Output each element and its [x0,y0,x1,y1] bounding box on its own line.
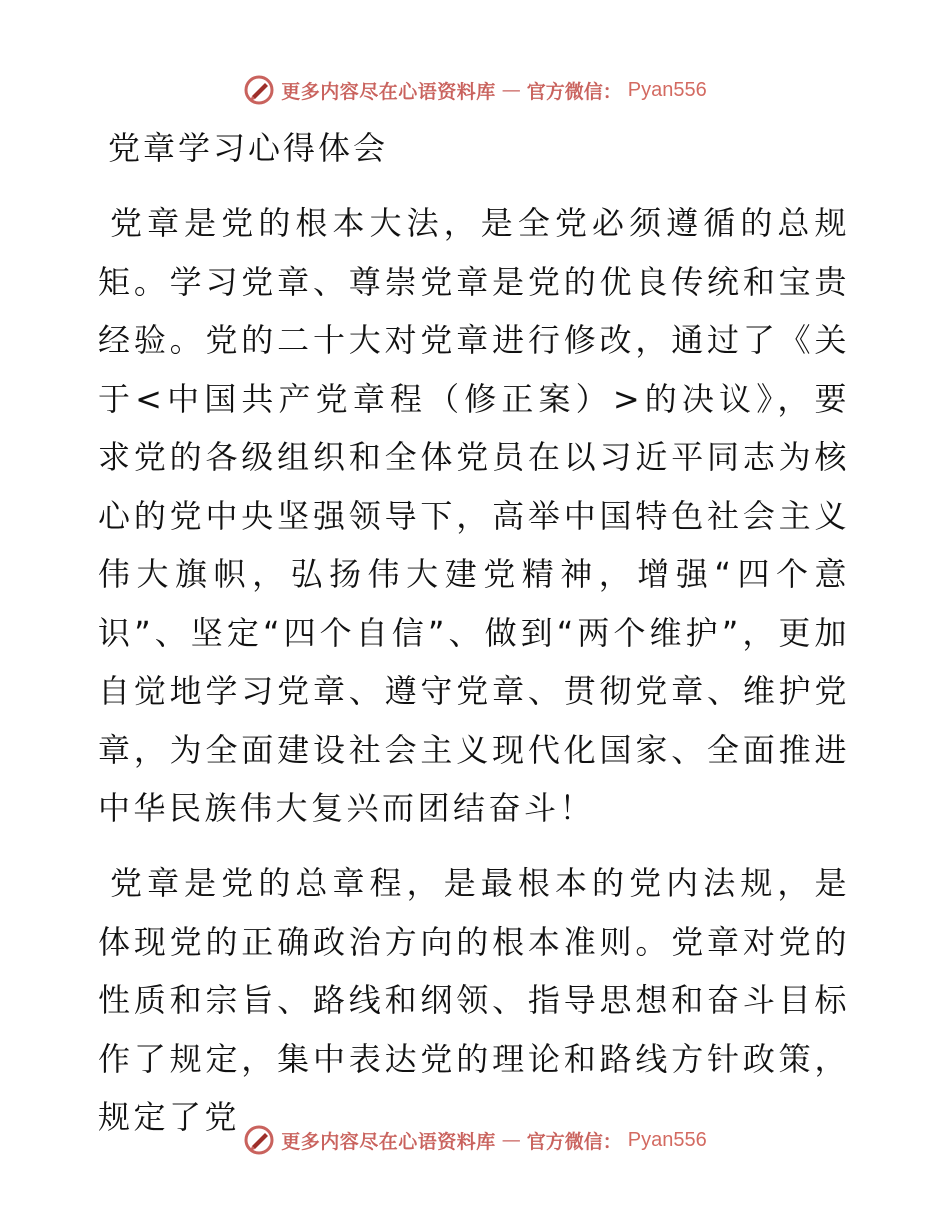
brand-logo-icon [243,1124,275,1156]
watermark-dash: — [501,1129,521,1151]
watermark-text: 更多内容尽在心语资料库 [281,80,496,103]
watermark-dash: — [501,79,521,101]
watermark-text: 更多内容尽在心语资料库 [281,1130,496,1153]
watermark-wechat-id: Pyan556 [627,1128,707,1151]
watermark-official-label: 官方微信： [526,80,622,103]
watermark-wechat-id: Pyan556 [627,78,707,101]
header-watermark [0,74,950,106]
footer-watermark [0,1124,950,1156]
document-title: 党章学习心得体会 [108,129,389,167]
paragraph-2: 党章是党的总章程，是最根本的党内法规，是体现党的正确政治方向的根本准则。党章对党的性质和宗旨、路线和纲领、指导思想和奋斗目标作了规定，集中表达党的理论和路线方针政策，规定了党 [98,864,850,1136]
paragraph-1: 党章是党的根本大法，是全党必须遵循的总规矩。学习党章、尊崇党章是党的优良传统和宝贵经验。党的二十大对党章进行修改，通过了《关于<中国共产党章程（修正案）>的决议》，要求党的各级组织和全体党员在以习近平同志为核心的党中央坚强领导下，高举中国特色社会主义伟大旗帜，弘扬伟大建党精神，增强“四个意识”、坚定“四个自信”、做到“两个维护”，更加自觉地学习党章、遵守党章、贯彻党章、维护党章，为全面建设社会主义现代化国家、全面推进中华民族伟大复兴而团结奋斗！ [98,204,850,827]
watermark-official-label: 官方微信： [526,1130,622,1153]
brand-logo-icon [243,74,275,106]
